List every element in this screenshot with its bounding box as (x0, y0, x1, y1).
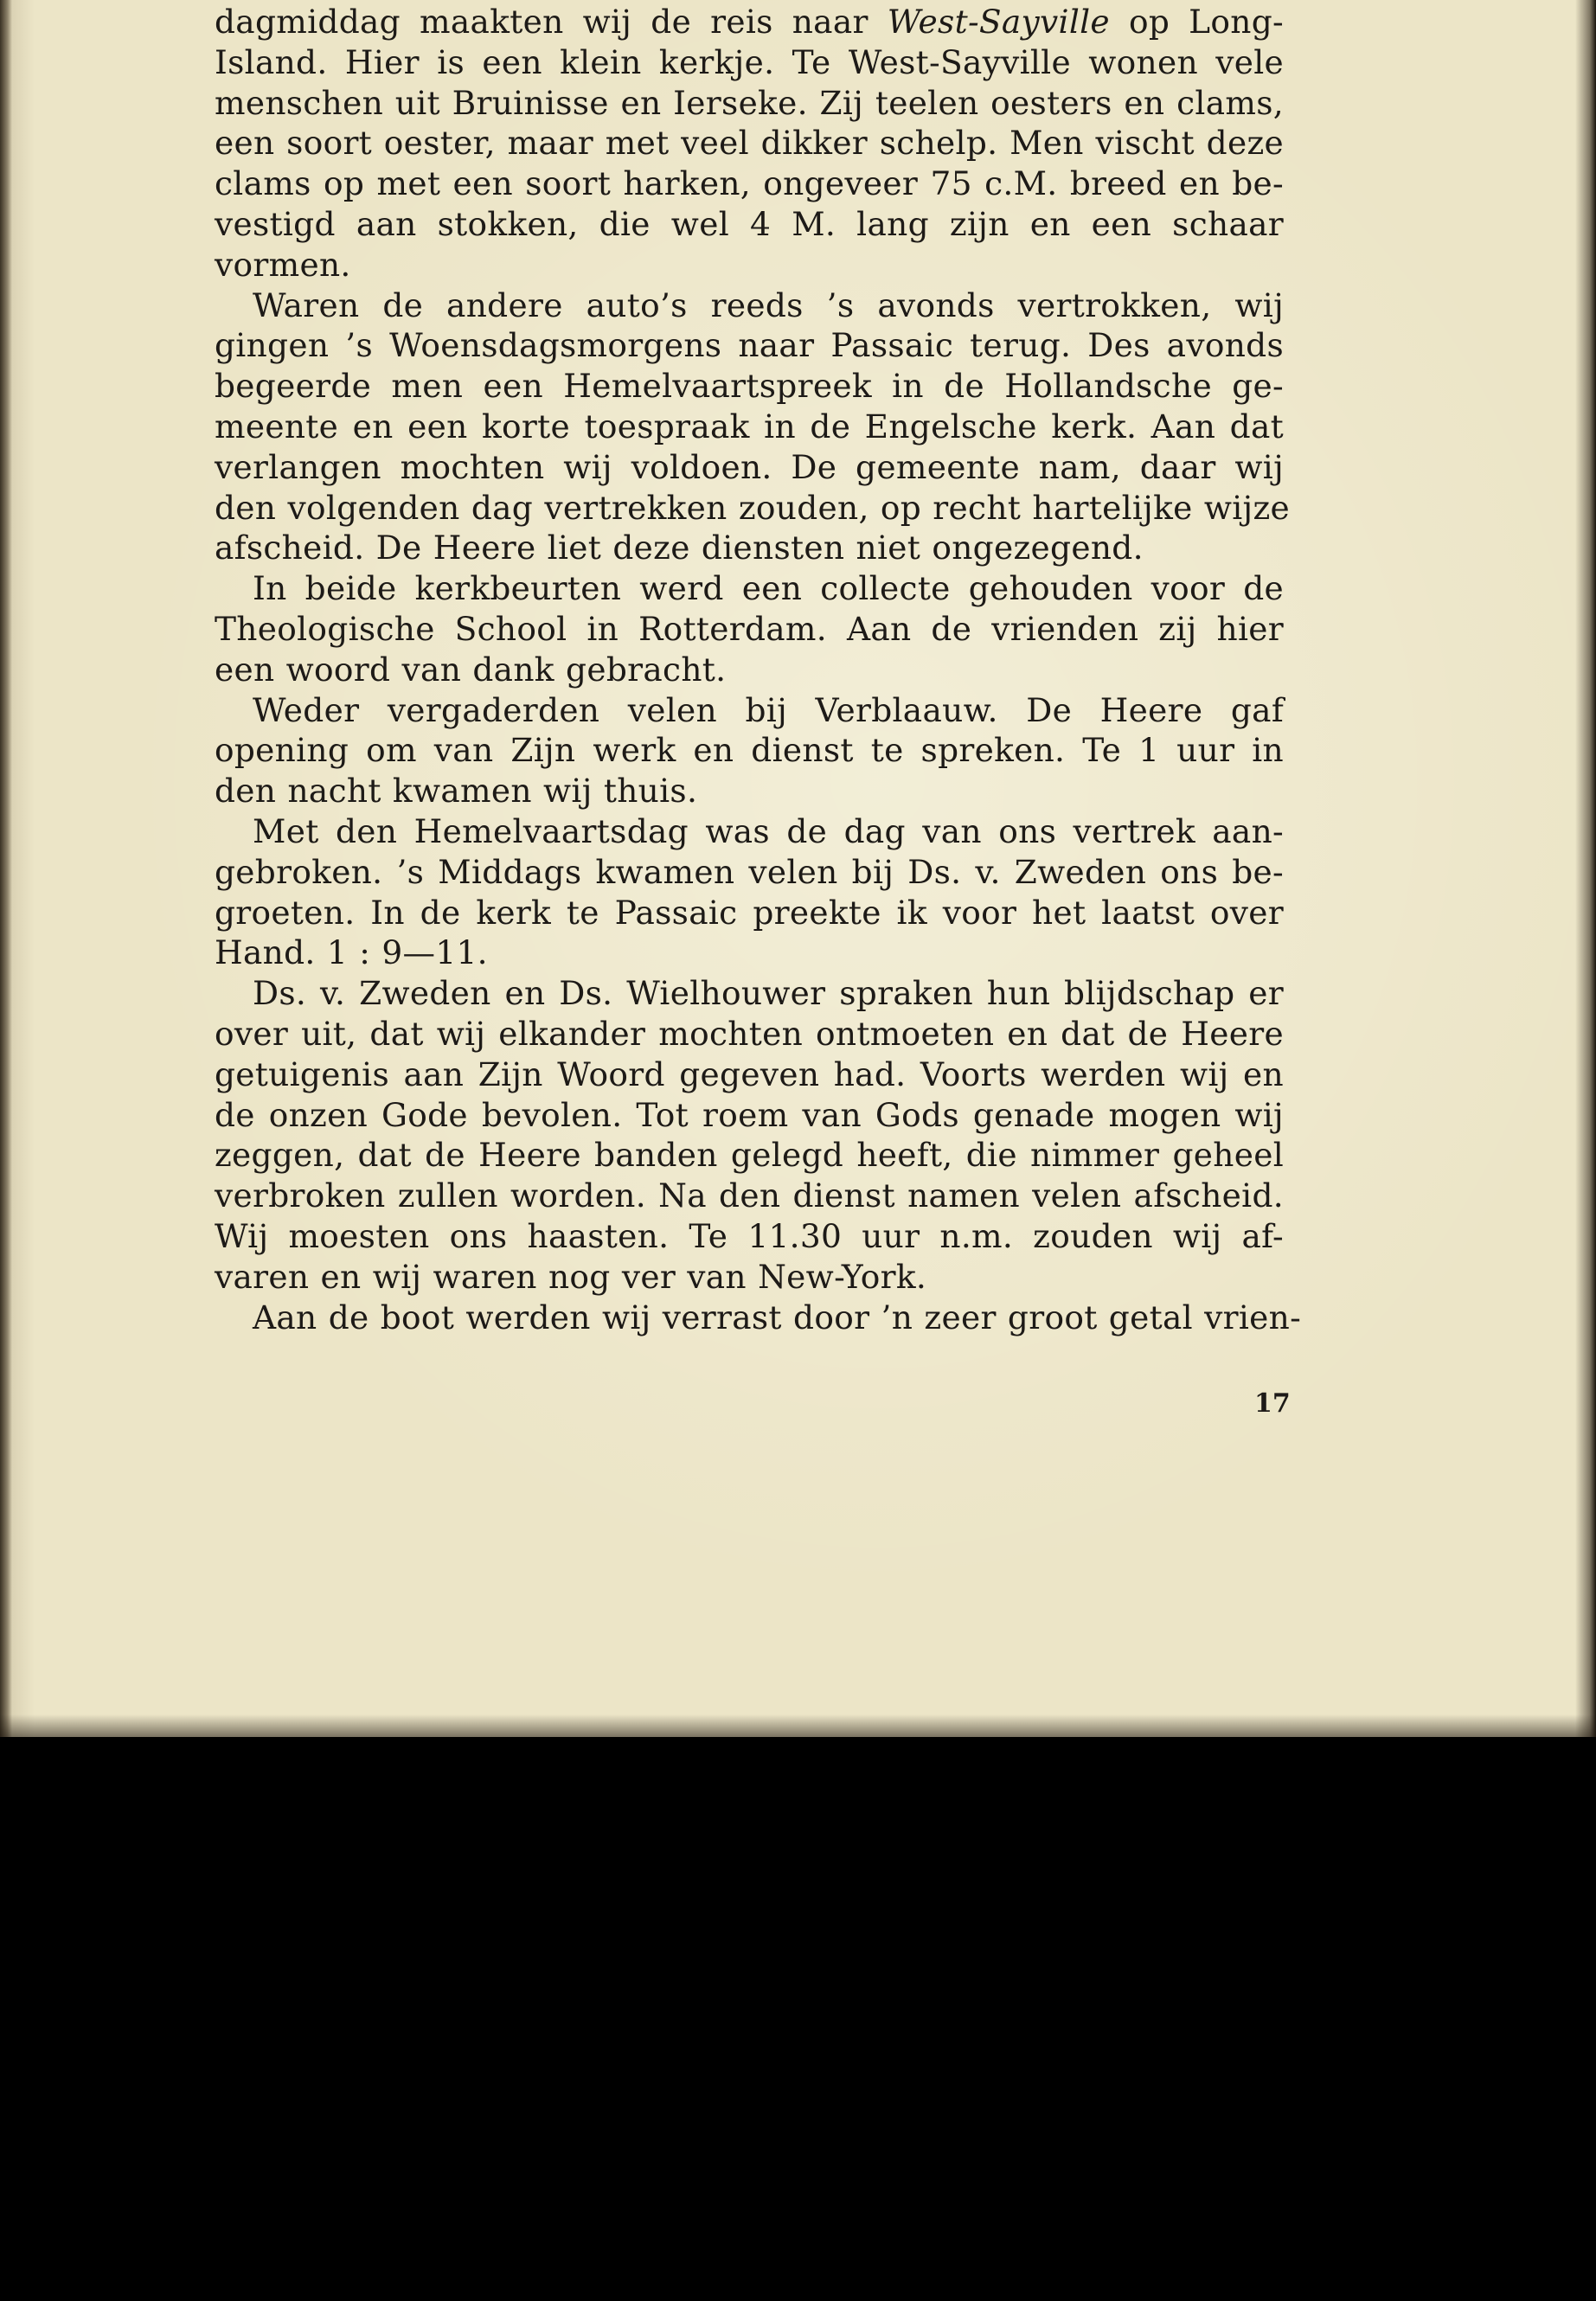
text-line: een soort oester, maar met veel dikker schelp. Men vischt deze (215, 124, 1284, 163)
text-line: In beide kerkbeurten werd een collecte gehouden voor de (253, 569, 1284, 608)
text-line: verlangen mochten wij voldoen. De gemeente nam, daar wij (215, 447, 1284, 486)
text-line: gebroken. ’s Middags kwamen velen bij Ds. v. Zweden ons be- (215, 852, 1284, 891)
text-line: Ds. v. Zweden en Ds. Wielhouwer spraken hun blijdschap er (253, 974, 1284, 1013)
text-line: Aan de boot werden wij verrast door ’n zeer groot getal vrien- (253, 1298, 1302, 1336)
text-line: gingen ’s Woensdagsmorgens naar Passaic terug. Des avonds (215, 326, 1284, 365)
page-right-edge (1575, 0, 1596, 1737)
text-line: varen en wij waren nog ver van New-York. (215, 1257, 927, 1296)
text-line: Weder vergaderden velen bij Verblaauw. De Heere gaf (253, 690, 1284, 729)
text-line: menschen uit Bruinisse en Ierseke. Zij teelen oesters en clams, (215, 83, 1284, 122)
text-line: Theologische School in Rotterdam. Aan de vrienden zij hier (215, 609, 1284, 648)
text-line: Island. Hier is een klein kerkje. Te West-Sayville wonen vele (215, 42, 1284, 81)
page-number: 17 (1254, 1388, 1291, 1419)
text-line: opening om van Zijn werk en dienst te spreken. Te 1 uur in (215, 731, 1284, 770)
place-name-italic: West-Sayville (887, 3, 1110, 41)
text-line: dagmiddag maakten wij de reis naar West-Sayville op Long- (215, 3, 1284, 41)
body-text (215, 2, 1302, 1337)
text-line: clams op met een soort harken, ongeveer 75 c.M. breed en be- (215, 164, 1284, 203)
text-line: vormen. (215, 245, 351, 284)
text-line: groeten. In de kerk te Passaic preekte ik voor het laatst over (215, 893, 1284, 932)
text-line: over uit, dat wij elkander mochten ontmoeten en dat de Heere (215, 1014, 1284, 1053)
text-line: afscheid. De Heere liet deze diensten niet ongezegend. (215, 529, 1144, 567)
text-line: een woord van dank gebracht. (215, 650, 727, 689)
text-line: de onzen Gode bevolen. Tot roem van Gods genade mogen wij (215, 1095, 1284, 1134)
text-line: getuigenis aan Zijn Woord gegeven had. Voorts werden wij en (215, 1054, 1284, 1093)
page-left-edge (0, 0, 12, 1737)
text-line: den volgenden dag vertrekken zouden, op recht hartelijke wijze (215, 488, 1290, 527)
text-line: verbroken zullen worden. Na den dienst namen velen afscheid. (215, 1176, 1284, 1215)
text-line: Wij moesten ons haasten. Te 11.30 uur n.m. zouden wij af- (215, 1216, 1284, 1255)
text-line: Met den Hemelvaartsdag was de dag van ons vertrek aan- (253, 811, 1284, 850)
text-line: vestigd aan stokken, die wel 4 M. lang zijn en een schaar (215, 204, 1284, 243)
text-line: Hand. 1 : 9—11. (215, 933, 488, 972)
page-bottom-shadow (0, 1715, 1596, 1737)
text-line: Waren de andere auto’s reeds ’s avonds vertrokken, wij (253, 285, 1284, 324)
text-line: meente en een korte toespraak in de Engelsche kerk. Aan dat (215, 407, 1284, 445)
text-line: zeggen, dat de Heere banden gelegd heeft, die nimmer geheel (215, 1136, 1284, 1175)
text-line: begeerde men een Hemelvaartspreek in de Hollandsche ge- (215, 367, 1284, 406)
text-line: den nacht kwamen wij thuis. (215, 772, 698, 811)
